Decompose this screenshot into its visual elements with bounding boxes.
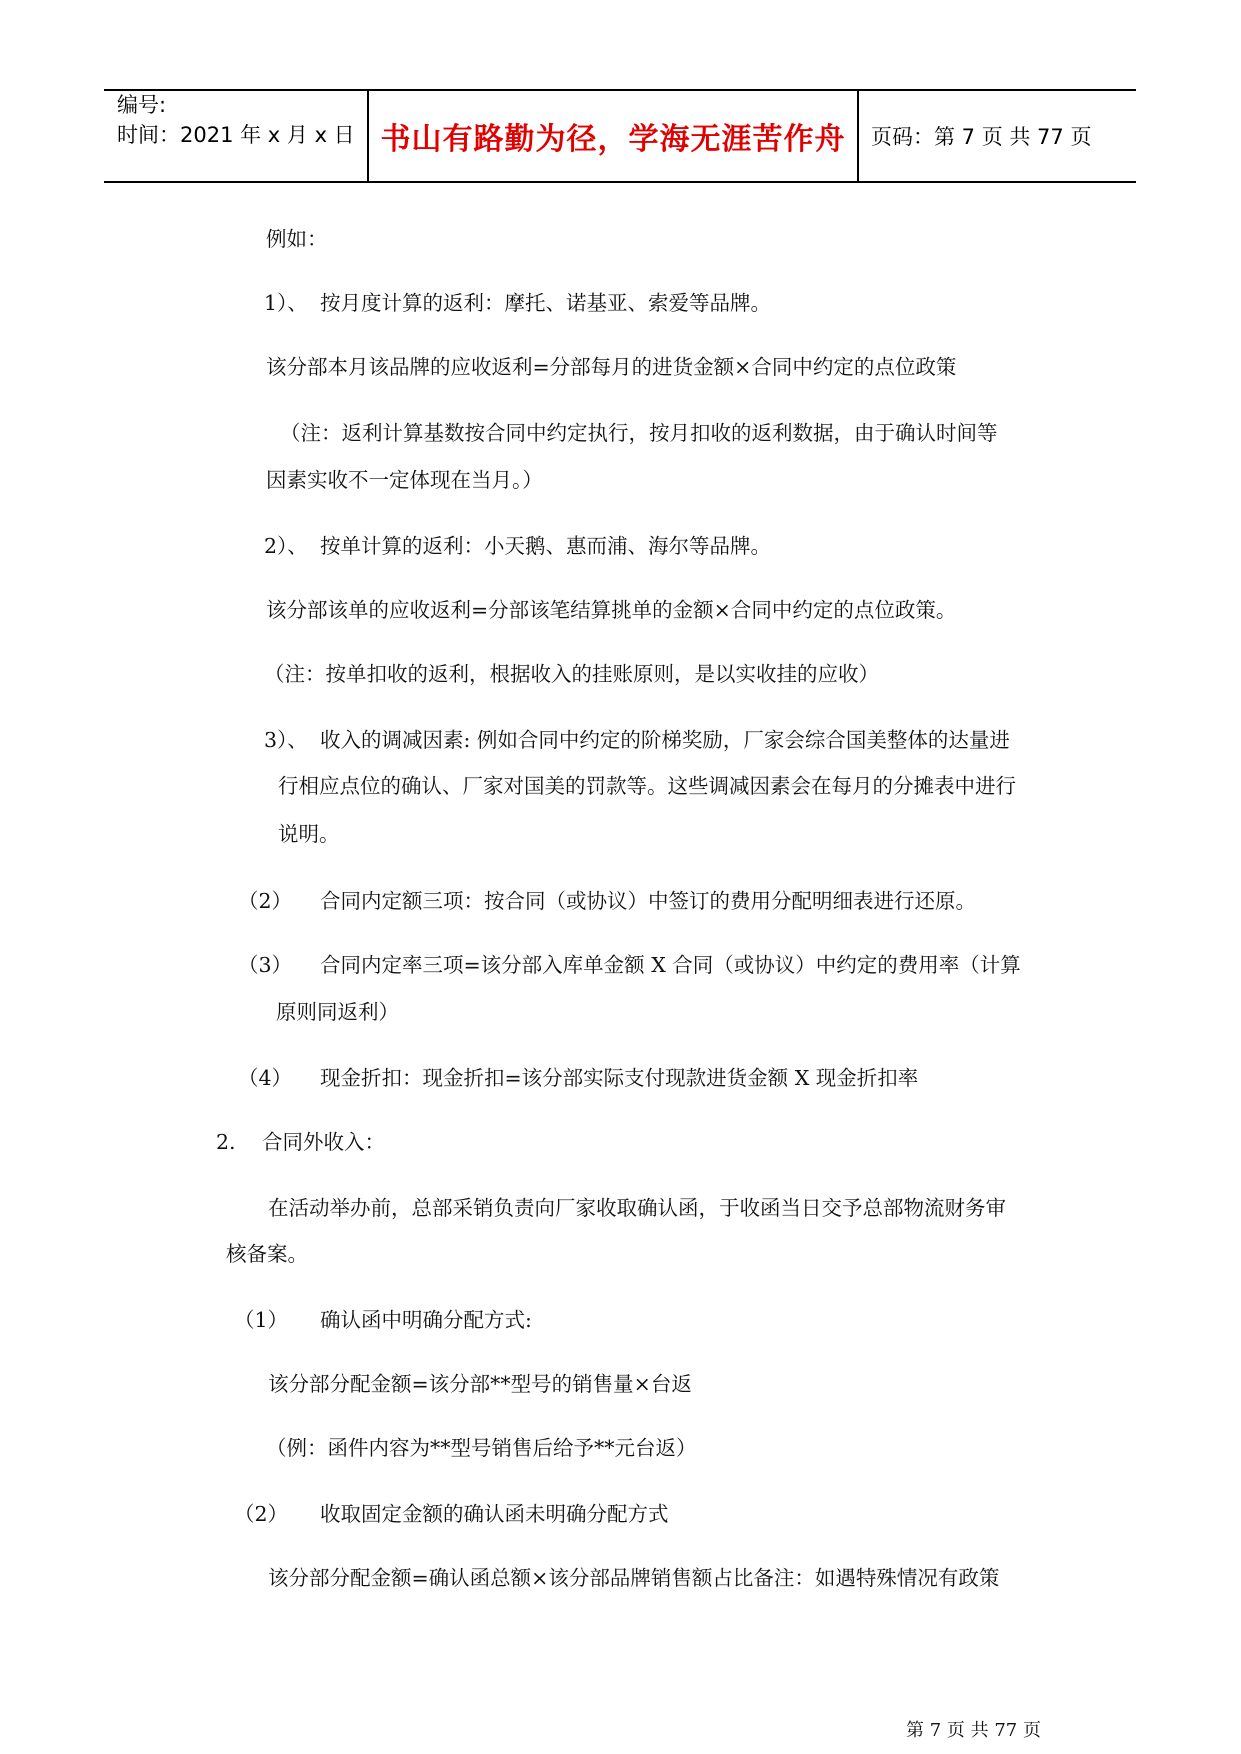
paragraph-line: 原则同返利）	[276, 1000, 399, 1024]
paragraph-line: 该分部本月该品牌的应收返利=分部每月的进货金额×合同中约定的点位政策	[266, 355, 957, 379]
section-heading-2	[216, 1128, 385, 1156]
numbered-item-2	[238, 887, 976, 915]
header-page-label: 页码：第 7 页 共 77 页	[871, 125, 1092, 149]
paragraph-line: 该分部分配金额=该分部**型号的销售量×台返	[268, 1372, 692, 1396]
list-marker: 2）、	[264, 534, 308, 558]
paragraph-line: 在活动举办前，总部采销负责向厂家收取确认函，于收函当日交予总部物流财务审	[268, 1196, 1006, 1220]
list-marker: 1）、	[264, 291, 308, 315]
list-marker: （2）	[234, 1502, 289, 1526]
list-item-text: 收入的调减因素: 例如合同中约定的阶梯奖励，厂家会综合国美整体的达量进	[320, 728, 1010, 752]
numbered-item-3	[238, 951, 1021, 979]
numbered-item-1	[234, 1306, 532, 1334]
paragraph-line: 说明。	[278, 822, 340, 846]
paragraph-line: （例：函件内容为**型号销售后给予**元台返）	[266, 1436, 697, 1460]
header-bottom-rule	[104, 181, 1136, 183]
section-title: 合同外收入：	[262, 1130, 385, 1154]
numbered-item-4	[238, 1064, 918, 1092]
paragraph-line: 行相应点位的确认、厂家对国美的罚款等。这些调减因素会在每月的分摊表中进行	[278, 774, 1016, 798]
list-item-3	[264, 726, 1010, 754]
header-motto: 书山有路勤为径，学海无涯苦作舟	[380, 122, 846, 157]
header-meta	[117, 90, 365, 150]
paragraph-line: （注：按单扣收的返利，根据收入的挂账原则，是以实收挂的应收）	[264, 662, 879, 686]
list-marker: （2）	[238, 889, 293, 913]
paragraph-line: 因素实收不一定体现在当月。）	[266, 468, 543, 492]
footer-page-number: 第 7 页 共 77 页	[906, 1720, 1041, 1741]
list-item-text: 现金折扣：现金折扣=该分部实际支付现款进货金额 X 现金折扣率	[320, 1066, 919, 1090]
header-divider-left	[367, 89, 369, 183]
list-item-2	[264, 532, 771, 560]
list-item-text: 收取固定金额的确认函未明确分配方式	[320, 1502, 669, 1526]
header-number-label: 编号:	[117, 93, 167, 117]
list-marker: （1）	[234, 1308, 289, 1332]
list-marker: （4）	[238, 1066, 293, 1090]
paragraph-line: （注：返利计算基数按合同中约定执行，按月扣收的返利数据，由于确认时间等	[280, 421, 998, 445]
list-item-text: 确认函中明确分配方式:	[320, 1308, 532, 1332]
paragraph-line: 该分部该单的应收返利=分部该笔结算挑单的金额×合同中约定的点位政策。	[266, 598, 957, 622]
list-item-text: 按单计算的返利：小天鹅、惠而浦、海尔等品牌。	[320, 534, 771, 558]
section-number: 2.	[216, 1130, 236, 1154]
list-item-text: 按月度计算的返利：摩托、诺基亚、索爱等品牌。	[320, 291, 771, 315]
numbered-item-2b	[234, 1500, 669, 1528]
list-item-1	[264, 289, 771, 317]
paragraph-line: 例如：	[266, 227, 328, 251]
list-marker: （3）	[238, 953, 293, 977]
list-item-text: 合同内定率三项=该分部入库单金额 X 合同（或协议）中约定的费用率（计算	[320, 953, 1021, 977]
paragraph-line: 核备案。	[226, 1242, 308, 1266]
header-time-label: 时间：2021 年 x 月 x 日	[117, 123, 355, 147]
list-marker: 3）、	[264, 728, 308, 752]
paragraph-line: 该分部分配金额=确认函总额×该分部品牌销售额占比备注：如遇特殊情况有政策	[268, 1566, 1000, 1590]
list-item-text: 合同内定额三项：按合同（或协议）中签订的费用分配明细表进行还原。	[320, 889, 976, 913]
header-divider-right	[857, 89, 859, 183]
